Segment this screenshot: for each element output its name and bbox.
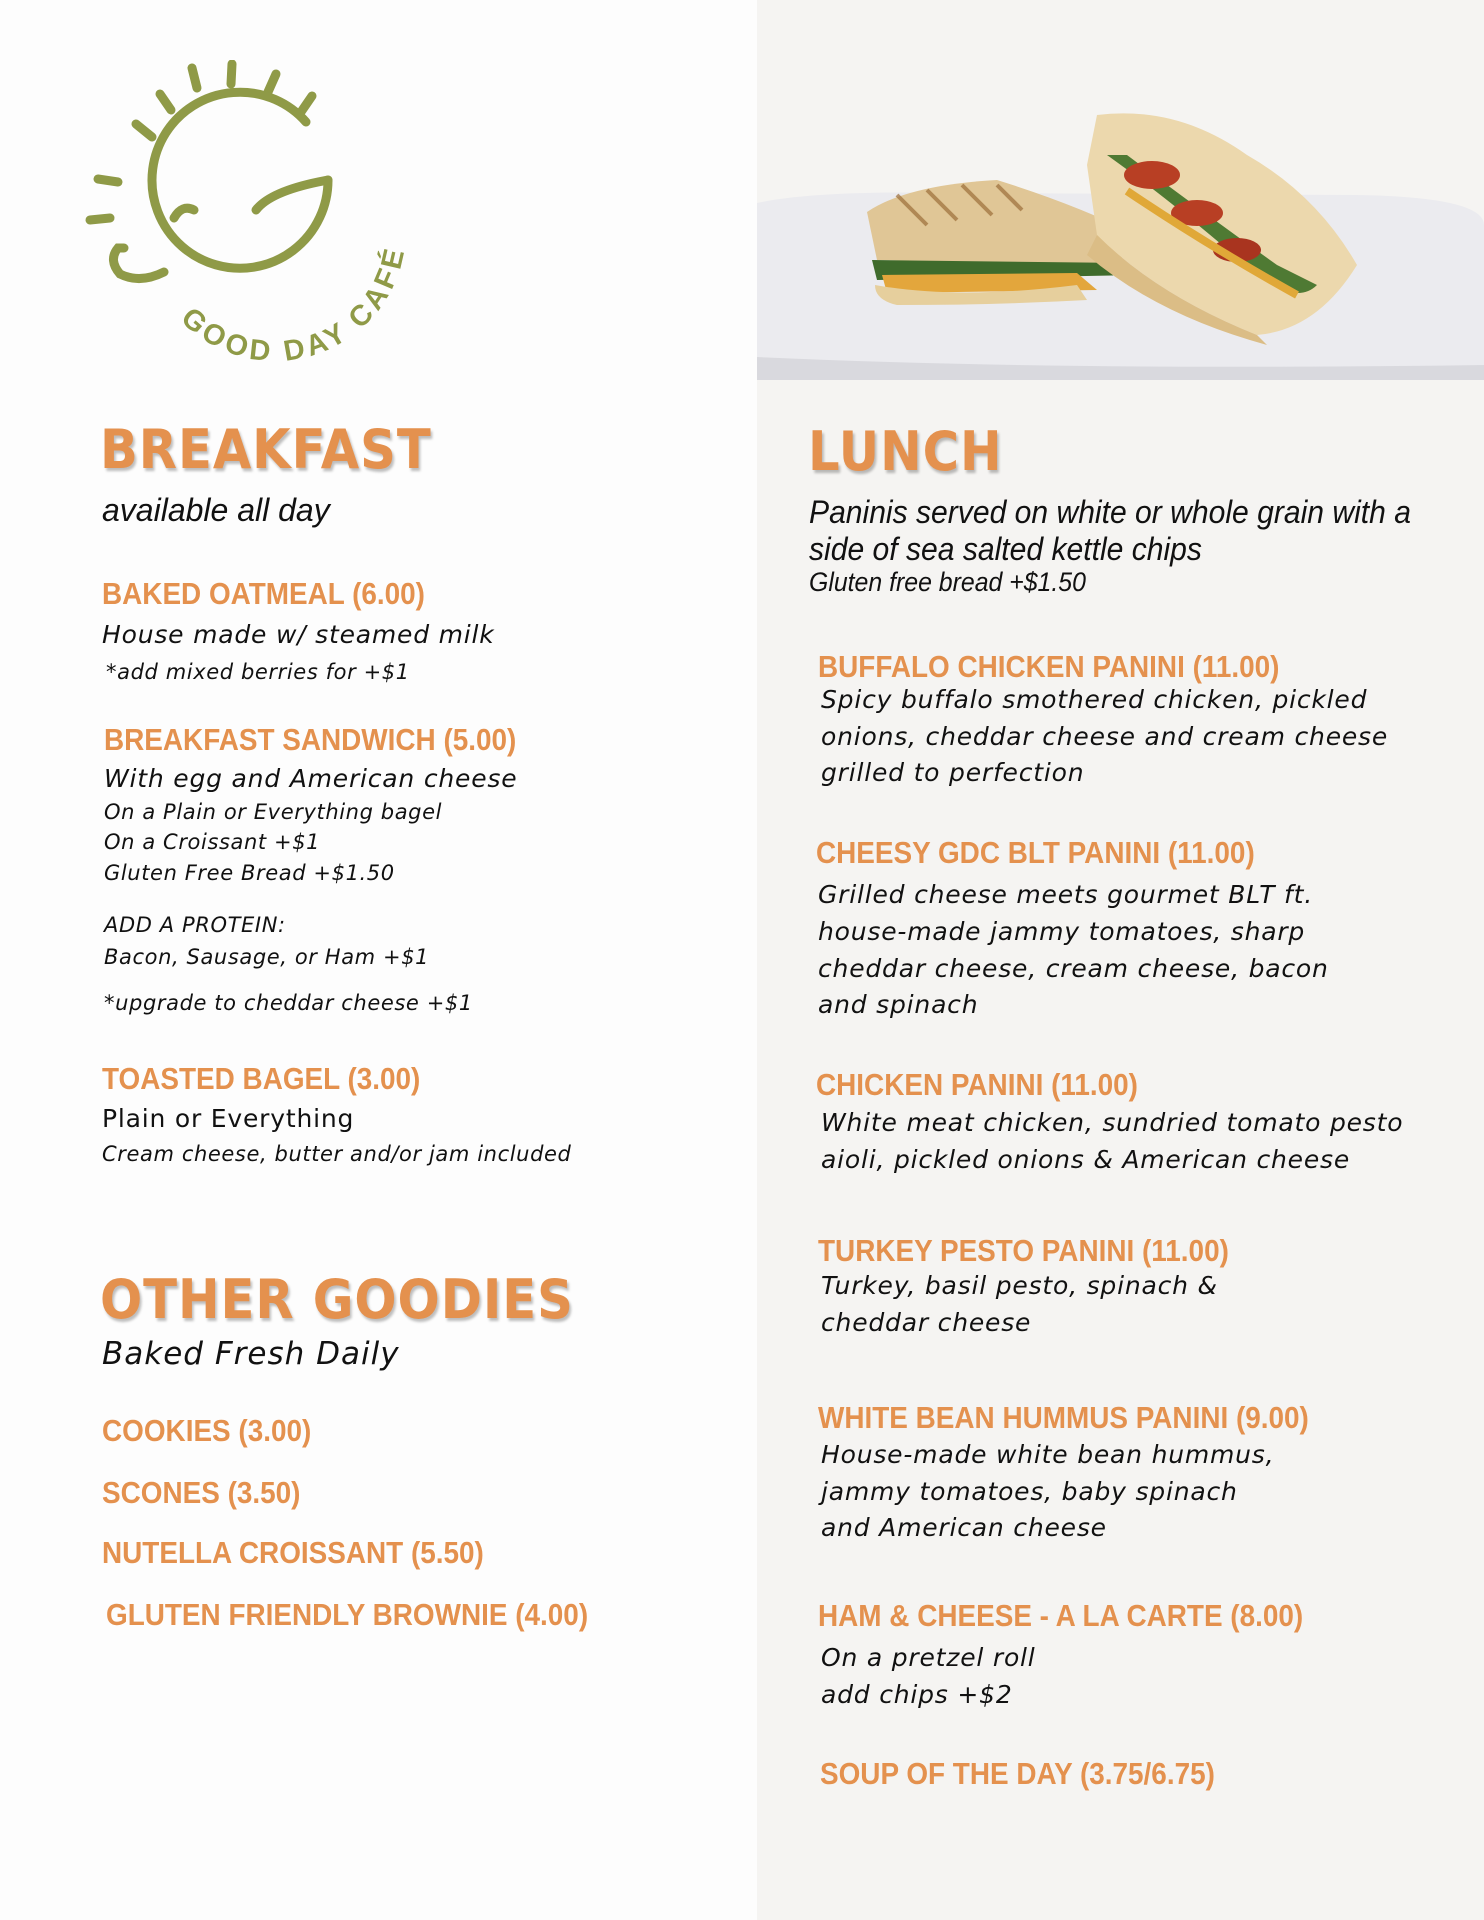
lunch-item-desc: House-made white bean hummus,	[821, 1440, 1275, 1469]
lunch-subheading-line: side of sea salted kettle chips	[809, 531, 1202, 567]
toasted-bagel-title: TOASTED BAGEL (3.00)	[102, 1061, 421, 1096]
lunch-item-title: CHEESY GDC BLT PANINI (11.00)	[816, 835, 1255, 870]
lunch-item-desc: add chips +$2	[821, 1680, 1013, 1709]
breakfast-subheading: available all day	[102, 492, 330, 528]
goodie-item-scones: SCONES (3.50)	[102, 1475, 301, 1510]
oatmeal-note: *add mixed berries for +$1	[106, 660, 410, 684]
lunch-item-title: BUFFALO CHICKEN PANINI (11.00)	[818, 649, 1280, 684]
goodie-item-nutella-croissant: NUTELLA CROISSANT (5.50)	[102, 1535, 484, 1570]
sandwich-option: On a Croissant +$1	[104, 830, 321, 854]
lunch-item-desc: cheddar cheese, cream cheese, bacon	[818, 954, 1329, 983]
oatmeal-title: BAKED OATMEAL (6.00)	[102, 576, 425, 611]
lunch-item-title: SOUP OF THE DAY (3.75/6.75)	[820, 1756, 1215, 1791]
goodies-subheading: Baked Fresh Daily	[102, 1336, 400, 1372]
lunch-item-desc: Turkey, basil pesto, spinach &	[821, 1271, 1218, 1300]
lunch-item-desc: grilled to perfection	[821, 758, 1085, 787]
breakfast-sandwich-title: BREAKFAST SANDWICH (5.00)	[104, 722, 517, 757]
lunch-gluten-free-note: Gluten free bread +$1.50	[809, 567, 1086, 597]
breakfast-heading: BREAKFAST	[100, 418, 432, 481]
protein-options: Bacon, Sausage, or Ham +$1	[104, 945, 430, 969]
goodie-item-brownie: GLUTEN FRIENDLY BROWNIE (4.00)	[106, 1597, 589, 1632]
lunch-item-desc: Grilled cheese meets gourmet BLT ft.	[818, 880, 1313, 909]
lunch-item-desc: aioli, pickled onions & American cheese	[821, 1145, 1351, 1174]
svg-text:GOOD DAY CAFÉ	[175, 242, 412, 369]
lunch-item-desc: onions, cheddar cheese and cream cheese	[821, 722, 1389, 751]
lunch-item-title: TURKEY PESTO PANINI (11.00)	[818, 1233, 1229, 1268]
sandwich-option: On a Plain or Everything bagel	[104, 800, 443, 824]
lunch-item-desc: and spinach	[818, 990, 979, 1019]
lunch-item-desc: jammy tomatoes, baby spinach	[821, 1477, 1238, 1506]
lunch-item-desc: and American cheese	[821, 1513, 1107, 1542]
breakfast-sandwich-desc: With egg and American cheese	[104, 764, 518, 793]
logo-text-ring	[80, 60, 420, 390]
lunch-item-title: WHITE BEAN HUMMUS PANINI (9.00)	[818, 1400, 1309, 1435]
lunch-item-desc: Spicy buffalo smothered chicken, pickled	[821, 685, 1368, 714]
lunch-item-desc: house-made jammy tomatoes, sharp	[818, 917, 1306, 946]
logo-text: GOOD DAY CAFÉ	[174, 242, 412, 369]
protein-label: ADD A PROTEIN:	[104, 913, 286, 937]
lunch-item-desc: cheddar cheese	[821, 1308, 1032, 1337]
lunch-subheading-line: Paninis served on white or whole grain with a	[809, 494, 1411, 530]
lunch-item-desc: On a pretzel roll	[821, 1643, 1036, 1672]
goodies-heading: OTHER GOODIES	[100, 1268, 574, 1331]
panini-photo	[757, 95, 1484, 380]
cheddar-upgrade-note: *upgrade to cheddar cheese +$1	[104, 991, 473, 1015]
toasted-bagel-desc: Plain or Everything	[102, 1104, 355, 1133]
lunch-item-title: HAM & CHEESE - A LA CARTE (8.00)	[818, 1598, 1304, 1633]
lunch-item-desc: White meat chicken, sundried tomato pesto	[821, 1108, 1404, 1137]
lunch-heading: LUNCH	[808, 420, 1003, 483]
goodie-item-cookies: COOKIES (3.00)	[102, 1413, 312, 1448]
toasted-bagel-note: Cream cheese, butter and/or jam included	[102, 1142, 572, 1166]
lunch-item-title: CHICKEN PANINI (11.00)	[816, 1067, 1138, 1102]
oatmeal-desc: House made w/ steamed milk	[102, 620, 495, 649]
sandwich-option: Gluten Free Bread +$1.50	[104, 861, 395, 885]
